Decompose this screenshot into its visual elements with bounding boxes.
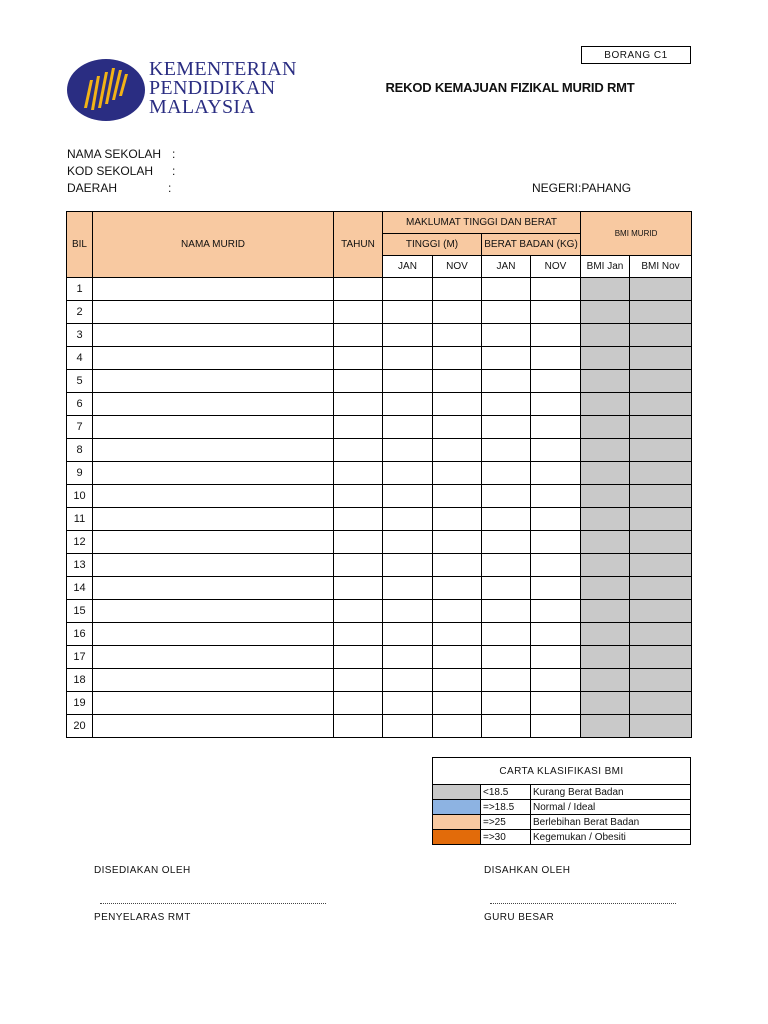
cell-weight-nov[interactable] <box>531 324 581 347</box>
cell-weight-jan[interactable] <box>482 301 531 324</box>
bmi-category-label: Normal / Ideal <box>531 800 691 815</box>
cell-bil: 8 <box>67 439 93 462</box>
cell-bmi-jan <box>581 462 630 485</box>
cell-bmi-jan <box>581 692 630 715</box>
cell-weight-jan[interactable] <box>482 370 531 393</box>
cell-bmi-jan <box>581 669 630 692</box>
cell-year[interactable] <box>334 324 383 347</box>
cell-height-jan[interactable] <box>383 646 433 669</box>
cell-height-nov[interactable] <box>433 692 482 715</box>
cell-bmi-nov <box>630 692 692 715</box>
school-name-label: NAMA SEKOLAH <box>67 147 162 161</box>
cell-weight-jan[interactable] <box>482 416 531 439</box>
cell-year[interactable] <box>334 278 383 301</box>
table-row <box>67 554 692 577</box>
cell-bmi-jan <box>581 600 630 623</box>
cell-year[interactable] <box>334 577 383 600</box>
cell-weight-jan[interactable] <box>482 393 531 416</box>
cell-bmi-nov <box>630 324 692 347</box>
cell-height-jan[interactable] <box>383 347 433 370</box>
ministry-emblem-icon <box>66 58 146 122</box>
cell-weight-nov[interactable] <box>531 554 581 577</box>
header-bil: BIL <box>67 212 93 278</box>
bmi-range: =>18.5 <box>481 800 531 815</box>
table-row <box>67 324 692 347</box>
cell-student-name[interactable] <box>93 577 334 600</box>
cell-bmi-jan <box>581 370 630 393</box>
table-row <box>67 416 692 439</box>
ministry-name <box>149 60 319 117</box>
cell-year[interactable] <box>334 347 383 370</box>
cell-student-name[interactable] <box>93 301 334 324</box>
cell-weight-nov[interactable] <box>531 669 581 692</box>
state-label: NEGERI:PAHANG <box>532 181 632 195</box>
cell-bmi-jan <box>581 347 630 370</box>
cell-height-jan[interactable] <box>383 600 433 623</box>
cell-bmi-nov <box>630 416 692 439</box>
cell-bmi-nov <box>630 485 692 508</box>
header-height-weight-group: MAKLUMAT TINGGI DAN BERAT <box>383 212 581 234</box>
document-title: REKOD KEMAJUAN FIZIKAL MURID RMT <box>385 80 635 95</box>
table-row <box>67 692 692 715</box>
cell-bmi-jan <box>581 324 630 347</box>
cell-bmi-nov <box>630 439 692 462</box>
cell-height-nov[interactable] <box>433 347 482 370</box>
header-bmi-nov: BMI Nov <box>630 256 692 278</box>
cell-height-nov[interactable] <box>433 439 482 462</box>
table-row <box>67 278 692 301</box>
cell-year[interactable] <box>334 393 383 416</box>
cell-bmi-jan <box>581 416 630 439</box>
prepared-by-signature-line <box>100 903 326 904</box>
cell-bil: 9 <box>67 462 93 485</box>
header-student-name: NAMA MURID <box>93 212 334 278</box>
cell-height-nov[interactable] <box>433 301 482 324</box>
student-record-table <box>66 211 692 738</box>
cell-student-name[interactable] <box>93 485 334 508</box>
cell-bmi-nov <box>630 531 692 554</box>
cell-bil: 16 <box>67 623 93 646</box>
cell-bil: 12 <box>67 531 93 554</box>
cell-bil: 5 <box>67 370 93 393</box>
cell-weight-nov[interactable] <box>531 347 581 370</box>
cell-bmi-nov <box>630 623 692 646</box>
cell-weight-nov[interactable] <box>531 439 581 462</box>
cell-bmi-nov <box>630 554 692 577</box>
cell-bil: 11 <box>67 508 93 531</box>
cell-weight-jan[interactable] <box>482 623 531 646</box>
cell-weight-jan[interactable] <box>482 646 531 669</box>
cell-weight-jan[interactable] <box>482 600 531 623</box>
district-colon: : <box>168 181 172 195</box>
cell-weight-jan[interactable] <box>482 324 531 347</box>
cell-height-nov[interactable] <box>433 554 482 577</box>
bmi-legend-row <box>433 815 691 830</box>
cell-bmi-nov <box>630 715 692 738</box>
table-row <box>67 715 692 738</box>
cell-weight-jan[interactable] <box>482 715 531 738</box>
cell-bil: 13 <box>67 554 93 577</box>
bmi-color-swatch <box>433 785 481 800</box>
cell-weight-jan[interactable] <box>482 462 531 485</box>
cell-student-name[interactable] <box>93 692 334 715</box>
cell-bmi-jan <box>581 554 630 577</box>
cell-weight-jan[interactable] <box>482 508 531 531</box>
cell-height-nov[interactable] <box>433 531 482 554</box>
cell-height-nov[interactable] <box>433 577 482 600</box>
approved-by-signature-line <box>490 903 676 904</box>
cell-height-jan[interactable] <box>383 301 433 324</box>
cell-year[interactable] <box>334 370 383 393</box>
cell-student-name[interactable] <box>93 531 334 554</box>
cell-bil: 20 <box>67 715 93 738</box>
cell-bmi-jan <box>581 646 630 669</box>
cell-weight-jan[interactable] <box>482 669 531 692</box>
header-height-jan: JAN <box>383 256 433 278</box>
cell-bmi-nov <box>630 577 692 600</box>
header-weight-nov: NOV <box>531 256 581 278</box>
cell-student-name[interactable] <box>93 715 334 738</box>
bmi-category-label: Kurang Berat Badan <box>531 785 691 800</box>
cell-height-jan[interactable] <box>383 439 433 462</box>
table-row <box>67 623 692 646</box>
cell-weight-jan[interactable] <box>482 278 531 301</box>
table-row <box>67 347 692 370</box>
cell-student-name[interactable] <box>93 347 334 370</box>
cell-height-jan[interactable] <box>383 577 433 600</box>
cell-weight-nov[interactable] <box>531 531 581 554</box>
cell-height-jan[interactable] <box>383 715 433 738</box>
cell-weight-jan[interactable] <box>482 554 531 577</box>
cell-bmi-jan <box>581 623 630 646</box>
cell-height-jan[interactable] <box>383 623 433 646</box>
header-height-nov: NOV <box>433 256 482 278</box>
cell-height-jan[interactable] <box>383 370 433 393</box>
cell-student-name[interactable] <box>93 508 334 531</box>
cell-bmi-jan <box>581 577 630 600</box>
header-weight: BERAT BADAN (KG) <box>482 234 581 256</box>
table-row <box>67 669 692 692</box>
table-row <box>67 439 692 462</box>
bmi-legend-title: CARTA KLASIFIKASI BMI <box>433 758 691 785</box>
cell-height-jan[interactable] <box>383 278 433 301</box>
cell-weight-jan[interactable] <box>482 692 531 715</box>
ministry-name-line-1: KEMENTERIAN <box>149 58 297 80</box>
cell-weight-nov[interactable] <box>531 600 581 623</box>
cell-bmi-jan <box>581 508 630 531</box>
bmi-range: <18.5 <box>481 785 531 800</box>
cell-height-nov[interactable] <box>433 623 482 646</box>
cell-bmi-jan <box>581 278 630 301</box>
cell-year[interactable] <box>334 301 383 324</box>
table-row <box>67 646 692 669</box>
cell-bmi-nov <box>630 600 692 623</box>
cell-bmi-nov <box>630 508 692 531</box>
cell-weight-jan[interactable] <box>482 577 531 600</box>
cell-bil: 1 <box>67 278 93 301</box>
cell-student-name[interactable] <box>93 370 334 393</box>
cell-height-nov[interactable] <box>433 485 482 508</box>
cell-year[interactable] <box>334 439 383 462</box>
table-row <box>67 393 692 416</box>
header-height: TINGGI (M) <box>383 234 482 256</box>
header-weight-jan: JAN <box>482 256 531 278</box>
header-bmi-group: BMI MURID <box>581 212 692 256</box>
headmaster-label: GURU BESAR <box>484 912 555 923</box>
cell-bmi-jan <box>581 715 630 738</box>
cell-year[interactable] <box>334 646 383 669</box>
cell-height-jan[interactable] <box>383 554 433 577</box>
cell-weight-nov[interactable] <box>531 692 581 715</box>
cell-weight-nov[interactable] <box>531 623 581 646</box>
cell-student-name[interactable] <box>93 646 334 669</box>
cell-bil: 14 <box>67 577 93 600</box>
bmi-category-label: Berlebihan Berat Badan <box>531 815 691 830</box>
school-code-label: KOD SEKOLAH <box>67 164 154 178</box>
cell-bil: 19 <box>67 692 93 715</box>
cell-bil: 2 <box>67 301 93 324</box>
cell-bmi-jan <box>581 393 630 416</box>
cell-student-name[interactable] <box>93 416 334 439</box>
cell-year[interactable] <box>334 623 383 646</box>
cell-year[interactable] <box>334 462 383 485</box>
bmi-classification-chart <box>432 757 690 845</box>
cell-weight-nov[interactable] <box>531 416 581 439</box>
cell-weight-nov[interactable] <box>531 301 581 324</box>
cell-bmi-nov <box>630 669 692 692</box>
cell-bmi-nov <box>630 347 692 370</box>
form-code-box: BORANG C1 <box>581 46 691 64</box>
cell-student-name[interactable] <box>93 278 334 301</box>
table-row <box>67 508 692 531</box>
cell-year[interactable] <box>334 669 383 692</box>
coordinator-label: PENYELARAS RMT <box>94 912 191 923</box>
cell-weight-nov[interactable] <box>531 508 581 531</box>
cell-height-nov[interactable] <box>433 370 482 393</box>
cell-weight-nov[interactable] <box>531 485 581 508</box>
cell-height-nov[interactable] <box>433 324 482 347</box>
cell-year[interactable] <box>334 600 383 623</box>
cell-bil: 4 <box>67 347 93 370</box>
cell-weight-nov[interactable] <box>531 577 581 600</box>
cell-height-jan[interactable] <box>383 669 433 692</box>
table-row <box>67 370 692 393</box>
cell-height-jan[interactable] <box>383 324 433 347</box>
cell-student-name[interactable] <box>93 600 334 623</box>
bmi-legend-row <box>433 800 691 815</box>
cell-year[interactable] <box>334 692 383 715</box>
cell-height-nov[interactable] <box>433 278 482 301</box>
cell-student-name[interactable] <box>93 554 334 577</box>
cell-weight-jan[interactable] <box>482 485 531 508</box>
cell-height-nov[interactable] <box>433 669 482 692</box>
cell-student-name[interactable] <box>93 439 334 462</box>
cell-bmi-nov <box>630 370 692 393</box>
cell-bmi-jan <box>581 301 630 324</box>
cell-height-nov[interactable] <box>433 393 482 416</box>
cell-bil: 17 <box>67 646 93 669</box>
cell-student-name[interactable] <box>93 393 334 416</box>
cell-bil: 3 <box>67 324 93 347</box>
cell-height-jan[interactable] <box>383 393 433 416</box>
cell-bmi-nov <box>630 462 692 485</box>
cell-student-name[interactable] <box>93 623 334 646</box>
bmi-color-swatch <box>433 830 481 845</box>
cell-height-jan[interactable] <box>383 485 433 508</box>
prepared-by-label: DISEDIAKAN OLEH <box>94 865 191 876</box>
approved-by-label: DISAHKAN OLEH <box>484 865 571 876</box>
cell-bmi-jan <box>581 439 630 462</box>
header-year: TAHUN <box>334 212 383 278</box>
cell-weight-nov[interactable] <box>531 715 581 738</box>
cell-height-nov[interactable] <box>433 416 482 439</box>
cell-year[interactable] <box>334 508 383 531</box>
cell-weight-nov[interactable] <box>531 646 581 669</box>
cell-height-nov[interactable] <box>433 508 482 531</box>
cell-bmi-nov <box>630 278 692 301</box>
table-row <box>67 301 692 324</box>
district-label: DAERAH <box>67 181 118 195</box>
bmi-range: =>30 <box>481 830 531 845</box>
cell-height-nov[interactable] <box>433 646 482 669</box>
cell-year[interactable] <box>334 554 383 577</box>
cell-year[interactable] <box>334 715 383 738</box>
cell-student-name[interactable] <box>93 462 334 485</box>
cell-weight-jan[interactable] <box>482 439 531 462</box>
cell-bil: 18 <box>67 669 93 692</box>
cell-bmi-nov <box>630 393 692 416</box>
cell-bmi-nov <box>630 301 692 324</box>
cell-year[interactable] <box>334 416 383 439</box>
cell-bil: 7 <box>67 416 93 439</box>
cell-bil: 10 <box>67 485 93 508</box>
cell-weight-nov[interactable] <box>531 278 581 301</box>
cell-bil: 15 <box>67 600 93 623</box>
cell-height-nov[interactable] <box>433 462 482 485</box>
ministry-name-line-2: PENDIDIKAN <box>149 77 276 99</box>
table-row <box>67 485 692 508</box>
school-code-colon: : <box>172 164 176 178</box>
table-row <box>67 577 692 600</box>
cell-height-jan[interactable] <box>383 531 433 554</box>
school-name-colon: : <box>172 147 176 161</box>
bmi-legend-row <box>433 785 691 800</box>
bmi-color-swatch <box>433 815 481 830</box>
cell-student-name[interactable] <box>93 324 334 347</box>
cell-student-name[interactable] <box>93 669 334 692</box>
ministry-name-line-3: MALAYSIA <box>149 96 256 118</box>
cell-weight-jan[interactable] <box>482 531 531 554</box>
cell-year[interactable] <box>334 485 383 508</box>
cell-weight-nov[interactable] <box>531 462 581 485</box>
cell-height-jan[interactable] <box>383 692 433 715</box>
ministry-logo <box>66 58 316 122</box>
header-bmi-jan: BMI Jan <box>581 256 630 278</box>
cell-height-jan[interactable] <box>383 462 433 485</box>
table-row <box>67 462 692 485</box>
bmi-category-label: Kegemukan / Obesiti <box>531 830 691 845</box>
cell-bil: 6 <box>67 393 93 416</box>
table-row <box>67 600 692 623</box>
cell-height-nov[interactable] <box>433 600 482 623</box>
table-row <box>67 531 692 554</box>
cell-bmi-nov <box>630 646 692 669</box>
cell-weight-jan[interactable] <box>482 347 531 370</box>
cell-bmi-jan <box>581 531 630 554</box>
cell-weight-nov[interactable] <box>531 393 581 416</box>
cell-weight-nov[interactable] <box>531 370 581 393</box>
cell-bmi-jan <box>581 485 630 508</box>
bmi-color-swatch <box>433 800 481 815</box>
cell-height-nov[interactable] <box>433 715 482 738</box>
bmi-range: =>25 <box>481 815 531 830</box>
cell-year[interactable] <box>334 531 383 554</box>
bmi-legend-row <box>433 830 691 845</box>
cell-height-jan[interactable] <box>383 416 433 439</box>
cell-height-jan[interactable] <box>383 508 433 531</box>
